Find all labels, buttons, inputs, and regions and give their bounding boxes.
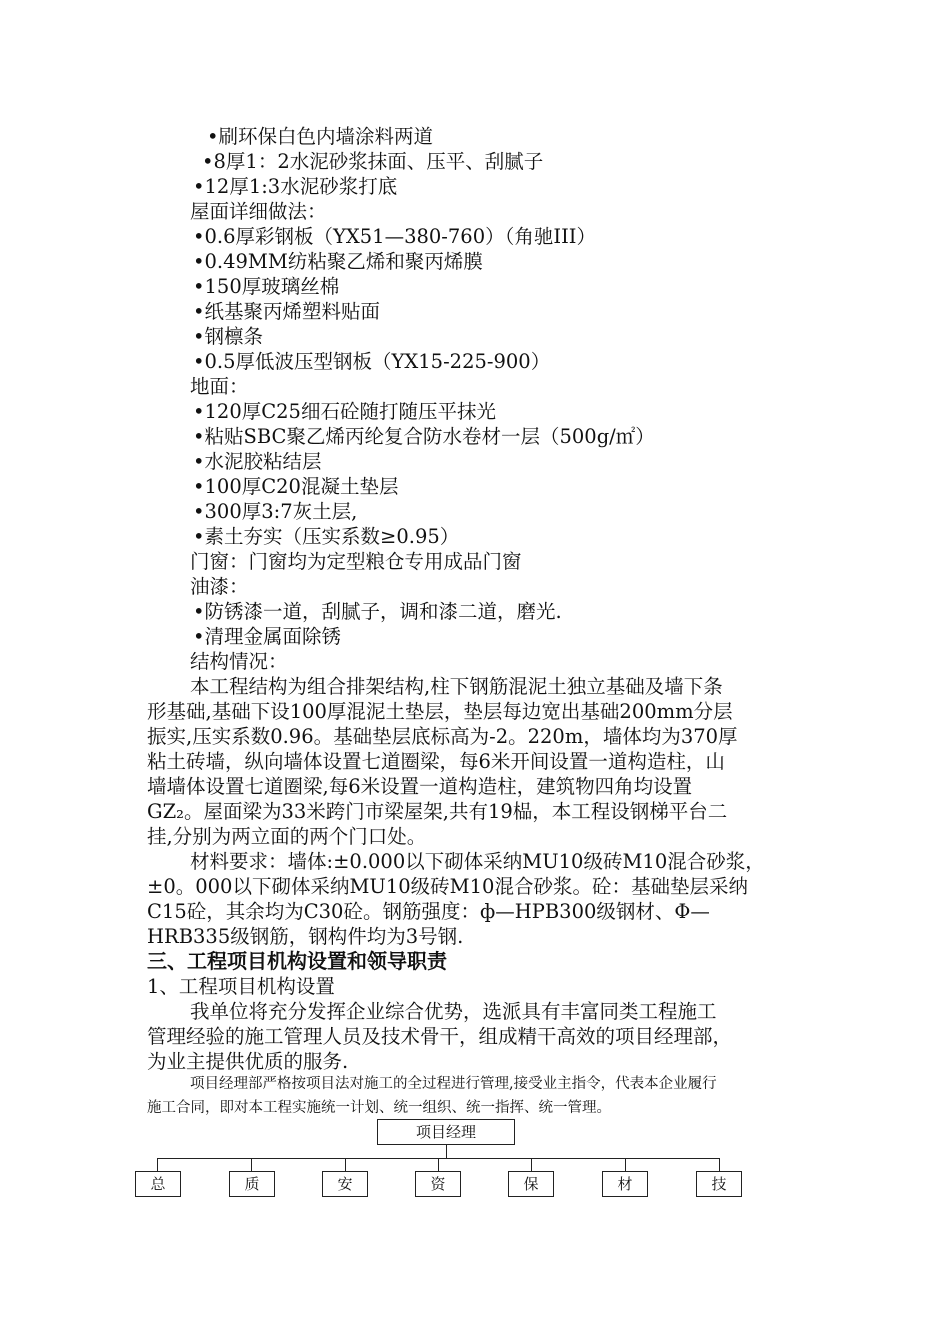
text-line-6: •0.49MM纺粘聚乙烯和聚丙烯膜 [193, 250, 483, 273]
org-chart-drop-7 [719, 1158, 720, 1171]
org-chart-child-box: 资 [415, 1171, 461, 1197]
org-chart-connector [446, 1145, 447, 1158]
paragraph-structure-line-2: 形基础,基础下设100厚混泥土垫层，垫层每边宽出基础200mm分层 [147, 700, 733, 723]
org-chart-drop-4 [438, 1158, 439, 1171]
text-line-13: •粘贴SBC聚乙烯丙纶复合防水卷材一层（500g/㎡） [193, 425, 655, 448]
paragraph-structure-line-3: 振实,压实系数0.96。基础垫层底标高为-2。220m，墙体均为370厚 [147, 725, 738, 748]
text-line-17: •素土夯实（压实系数≥0.95） [193, 525, 460, 548]
paragraph-material-line-4: HRB335级钢筋，钢构件均为3号钢. [147, 925, 464, 948]
org-chart-drop-1 [157, 1158, 158, 1171]
text-line-1: •刷环保白色内墙涂料两道 [207, 125, 434, 148]
note-line-1: 项目经理部严格按项目法对施工的全过程进行管理,接受业主指令，代表本企业履行 [190, 1076, 717, 1092]
org-chart-drop-2 [251, 1158, 252, 1171]
org-chart-child-box: 技 [696, 1171, 742, 1197]
org-chart-child-box: 保 [508, 1171, 554, 1197]
text-line-5: •0.6厚彩钢板（YX51—380-760）（角驰III） [193, 225, 596, 248]
text-line-22: 结构情况： [190, 650, 288, 673]
text-line-21: •清理金属面除锈 [193, 625, 342, 648]
org-chart-child-box: 材 [602, 1171, 648, 1197]
note-line-2: 施工合同，即对本工程实施统一计划、统一组织、统一指挥、统一管理。 [147, 1100, 611, 1116]
text-line-8: •纸基聚丙烯塑料贴面 [193, 300, 381, 323]
paragraph-structure-line-5: 墙墙体设置七道圈梁,每6米设置一道构造柱，建筑物四角均设置 [147, 775, 693, 798]
text-line-10: •0.5厚低波压型钢板（YX15-225-900） [193, 350, 551, 373]
org-chart-drop-5 [531, 1158, 532, 1171]
paragraph-org-line-3: 为业主提供优质的服务. [147, 1050, 349, 1073]
paragraph-structure-line-4: 粘土砖墙，纵向墙体设置七道圈梁，每6米开间设置一道构造柱，山 [147, 750, 725, 773]
org-chart-child-box: 质 [229, 1171, 275, 1197]
text-line-14: •水泥胶粘结层 [193, 450, 322, 473]
section-heading: 三、工程项目机构设置和领导职责 [147, 949, 447, 973]
text-line-3: •12厚1:3水泥砂浆打底 [193, 175, 398, 198]
subsection-heading: 1、工程项目机构设置 [147, 975, 335, 998]
paragraph-structure-line-7: 挂,分别为两立面的两个门口处。 [147, 825, 427, 848]
text-line-9: •钢檩条 [193, 325, 264, 348]
text-line-12: •120厚C25细石砼随打随压平抹光 [193, 400, 496, 423]
paragraph-org-line-1: 我单位将充分发挥企业综合优势，选派具有丰富同类工程施工 [190, 1000, 717, 1023]
org-chart-child-box: 安 [322, 1171, 368, 1197]
text-line-18: 门窗：门窗均为定型粮仓专用成品门窗 [190, 550, 522, 573]
paragraph-org-line-2: 管理经验的施工管理人员及技术骨干，组成精干高效的项目经理部， [147, 1025, 733, 1048]
text-line-2: •8厚1：2水泥砂浆抹面、压平、刮腻子 [202, 150, 544, 173]
text-line-4: 屋面详细做法： [190, 200, 327, 223]
text-line-15: •100厚C20混凝土垫层 [193, 475, 399, 498]
text-line-16: •300厚3:7灰土层, [193, 500, 358, 523]
org-chart-child-box: 总 [135, 1171, 181, 1197]
paragraph-structure-line-6: GZ₂。屋面梁为33米跨门市梁屋架,共有19榀，本工程设钢梯平台二 [147, 800, 728, 823]
org-chart-drop-6 [625, 1158, 626, 1171]
paragraph-material-line-3: C15砼，其余均为C30砼。钢筋强度：ф—HPB300级钢材、Φ— [147, 900, 710, 923]
text-line-11: 地面： [190, 375, 249, 398]
text-line-19: 油漆： [190, 575, 249, 598]
text-line-20: •防锈漆一道，刮腻子，调和漆二道，磨光. [193, 600, 562, 623]
org-chart-top-box: 项目经理 [377, 1119, 515, 1145]
paragraph-structure-line-1: 本工程结构为组合排架结构,柱下钢筋混泥土独立基础及墙下条 [190, 675, 723, 698]
paragraph-material-line-2: ±0。000以下砌体采纳MU10级砖M10混合砂浆。砼：基础垫层采纳 [147, 875, 748, 898]
org-chart-drop-3 [345, 1158, 346, 1171]
text-line-7: •150厚玻璃丝棉 [193, 275, 340, 298]
paragraph-material-line-1: 材料要求：墙体:±0.000以下砌体采纳MU10级砖M10混合砂浆， [190, 850, 765, 873]
